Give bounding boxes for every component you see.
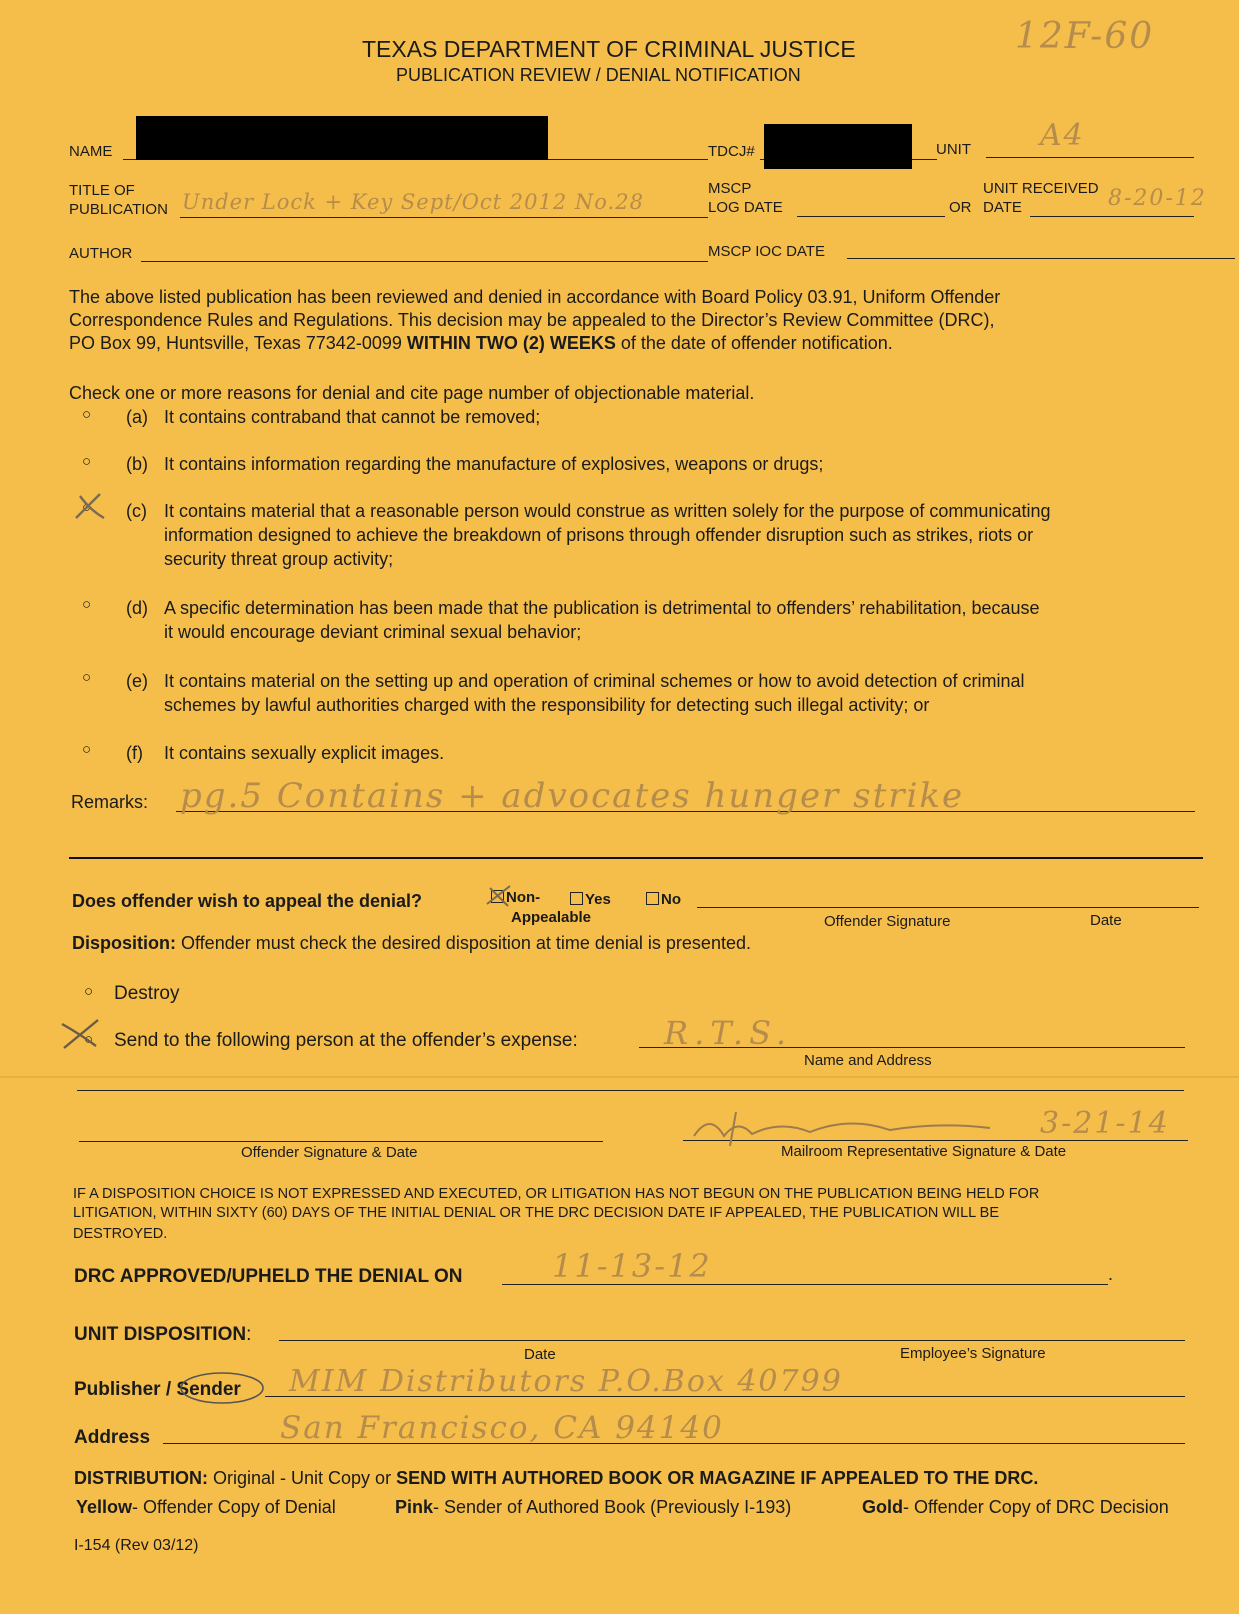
- distribution-gold: Gold- Offender Copy of DRC Decision: [862, 1497, 1169, 1517]
- form-subtitle: PUBLICATION REVIEW / DENIAL NOTIFICATION: [396, 65, 801, 85]
- unit-received-label-1: UNIT RECEIVED: [983, 180, 1099, 197]
- unit-received-line: [1030, 216, 1194, 217]
- non-appealable-label-2: Appealable: [511, 909, 592, 926]
- sender-circle-mark: [178, 1370, 266, 1406]
- intro-line-2: Correspondence Rules and Regulations. This decision may be appealed to the Director’s Review Committee (DRC),: [69, 310, 995, 330]
- author-label: AUTHOR: [69, 245, 133, 262]
- mscp-log-date-label: LOG DATE: [708, 199, 783, 216]
- reason-d-checkbox[interactable]: ○: [82, 596, 92, 613]
- reason-c-checkbox[interactable]: ○: [82, 499, 92, 516]
- name-address-label: Name and Address: [804, 1052, 932, 1069]
- yes-checkbox[interactable]: [570, 892, 583, 905]
- send-name-value: R.T.S.: [664, 1014, 793, 1052]
- send-check-mark: [58, 1016, 104, 1052]
- distribution-yellow: Yellow- Offender Copy of Denial: [76, 1497, 336, 1517]
- paper-fold: [0, 1076, 1239, 1078]
- mscp-ioc-date-line: [847, 258, 1235, 259]
- remarks-value: pg.5 Contains + advocates hunger strike: [180, 776, 965, 816]
- reason-a-text: It contains contraband that cannot be removed;: [164, 407, 541, 427]
- offender-sig-date-label: Offender Signature & Date: [241, 1144, 418, 1161]
- disposition-instruction: Disposition: Offender must check the desired disposition at time denial is presented.: [72, 933, 751, 953]
- distribution-line: DISTRIBUTION: Original - Unit Copy or SEND WITH AUTHORED BOOK OR MAGAZINE IF APPEALED TO THE DRC.: [74, 1468, 1039, 1488]
- option-non-appealable[interactable]: Non-: [491, 889, 540, 906]
- reason-b-text: It contains information regarding the manufacture of explosives, weapons or drugs;: [164, 454, 824, 474]
- reason-c-text-3: security threat group activity;: [164, 549, 394, 569]
- reasons-intro: Check one or more reasons for denial and cite page number of objectionable material.: [69, 383, 755, 403]
- reason-f-text: It contains sexually explicit images.: [164, 743, 445, 763]
- unit-disposition-label: UNIT DISPOSITION:: [74, 1324, 252, 1345]
- name-redaction: [136, 116, 548, 160]
- publisher-address-value: San Francisco, CA 94140: [280, 1410, 724, 1446]
- drc-period: .: [1108, 1264, 1114, 1284]
- title-line: [180, 217, 708, 218]
- reason-e-letter: (e): [126, 671, 148, 691]
- unit-disposition-line: [279, 1340, 1185, 1341]
- tdcj-redaction: [764, 124, 912, 169]
- publisher-value: MIM Distributors P.O.Box 40799: [289, 1364, 843, 1399]
- offender-signature-line: [697, 907, 1199, 908]
- name-label: NAME: [69, 143, 113, 160]
- unit-received-value: 8-20-12: [1108, 186, 1207, 211]
- address-line: [77, 1090, 1184, 1091]
- title-label-2: PUBLICATION: [69, 201, 168, 218]
- drc-date-value: 11-13-12: [552, 1247, 712, 1285]
- agency-title: TEXAS DEPARTMENT OF CRIMINAL JUSTICE: [362, 36, 856, 62]
- destroy-label: Destroy: [114, 983, 180, 1004]
- reason-e-checkbox[interactable]: ○: [82, 669, 92, 686]
- reason-d-text-2: it would encourage deviant criminal sexual behavior;: [164, 622, 582, 642]
- file-number-handwritten: 12F-60: [1015, 16, 1155, 57]
- employee-signature-label: Employee’s Signature: [900, 1345, 1046, 1362]
- mscp-ioc-date-label: MSCP IOC DATE: [708, 243, 825, 260]
- reason-c-text-1: It contains material that a reasonable person would construe as written solely for the purpose of communicating: [164, 501, 1051, 521]
- mailroom-sig-date-label: Mailroom Representative Signature & Date: [781, 1143, 1067, 1160]
- reason-c-text-2: information designed to achieve the breakdown of prisons through offender disruption such as strikes, riots or: [164, 525, 1034, 545]
- reason-a-checkbox[interactable]: ○: [82, 406, 92, 423]
- unit-disposition-date-label: Date: [524, 1346, 556, 1363]
- remarks-label: Remarks:: [71, 792, 149, 812]
- form-number: I-154 (Rev 03/12): [74, 1537, 199, 1554]
- mscp-label-1: MSCP: [708, 180, 752, 197]
- reason-b-letter: (b): [126, 454, 148, 474]
- drc-label: DRC APPROVED/UPHELD THE DENIAL ON: [74, 1266, 463, 1287]
- title-value: Under Lock + Key Sept/Oct 2012 No.28: [182, 190, 644, 214]
- reason-e-text-2: schemes by lawful authorities charged with the responsibility for detecting such illegal activity; or: [164, 695, 930, 715]
- reason-f-letter: (f): [126, 743, 143, 763]
- unit-value: A4: [1040, 118, 1085, 153]
- reason-c-check-mark: [72, 488, 108, 522]
- reason-a-letter: (a): [126, 407, 148, 427]
- send-checkbox[interactable]: ○: [84, 1031, 94, 1048]
- intro-line-1: The above listed publication has been reviewed and denied in accordance with Board Policy 03.91, Uniform Offender: [69, 287, 1001, 307]
- reason-d-letter: (d): [126, 598, 148, 618]
- non-appealable-check-mark: [484, 884, 514, 908]
- offender-sig-date-line: [79, 1141, 603, 1142]
- unit-label: UNIT: [936, 141, 971, 158]
- reason-e-text-1: It contains material on the setting up and operation of criminal schemes or how to avoid detection of criminal: [164, 671, 1025, 691]
- offender-signature-label: Offender Signature: [824, 913, 951, 930]
- reason-f-checkbox[interactable]: ○: [82, 741, 92, 758]
- reason-c-letter: (c): [126, 501, 147, 521]
- title-label-1: TITLE OF: [69, 182, 135, 199]
- or-label: OR: [949, 199, 972, 216]
- unit-received-date-label: DATE: [983, 199, 1022, 216]
- author-line: [141, 261, 708, 262]
- reason-b-checkbox[interactable]: ○: [82, 453, 92, 470]
- reason-d-text-1: A specific determination has been made that the publication is detrimental to offenders’ rehabilitation, because: [164, 598, 1040, 618]
- send-label: Send to the following person at the offender’s expense:: [114, 1030, 578, 1051]
- publisher-label: Publisher / Sender: [74, 1379, 241, 1400]
- distribution-pink: Pink- Sender of Authored Book (Previously I-193): [395, 1497, 792, 1517]
- section-divider: [69, 857, 1203, 859]
- destroy-checkbox[interactable]: ○: [84, 983, 94, 1000]
- tdcj-label: TDCJ#: [708, 143, 755, 160]
- appeal-question: Does offender wish to appeal the denial?: [72, 891, 423, 911]
- option-no[interactable]: No: [646, 891, 681, 908]
- address-label: Address: [74, 1427, 151, 1448]
- unit-line: [986, 157, 1194, 158]
- mscp-log-date-line: [797, 216, 945, 217]
- option-yes[interactable]: Yes: [570, 891, 611, 908]
- notice-line-1: IF A DISPOSITION CHOICE IS NOT EXPRESSED AND EXECUTED, OR LITIGATION HAS NOT BEGUN ON THE PUBLICATION BEING HELD FOR: [73, 1186, 1040, 1202]
- intro-line-3: PO Box 99, Huntsville, Texas 77342-0099 WITHIN TWO (2) WEEKS of the date of offender notification.: [69, 333, 893, 353]
- notice-line-2: LITIGATION, WITHIN SIXTY (60) DAYS OF THE INITIAL DENIAL OR THE DRC DECISION DATE IF APPEALED, THE PUBLICATION WILL BE: [73, 1205, 1000, 1221]
- mailroom-date-value: 3-21-14: [1040, 1106, 1170, 1141]
- notice-line-3: DESTROYED.: [73, 1226, 168, 1242]
- no-checkbox[interactable]: [646, 892, 659, 905]
- appeal-date-label: Date: [1090, 912, 1122, 929]
